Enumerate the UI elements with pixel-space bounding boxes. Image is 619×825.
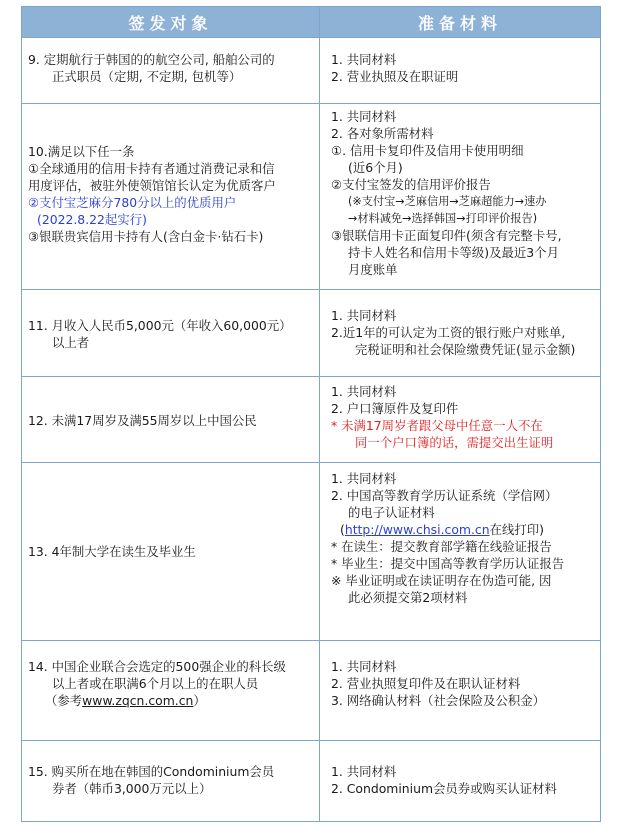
row-14-materials	[331, 658, 545, 709]
text-line: 3. 网络确认材料（社会保险及公积金）	[331, 693, 546, 708]
text-line: (※支付宝→芝麻信用→芝麻超能力→速办	[348, 195, 547, 208]
text-line: 1. 共同材料	[331, 659, 397, 674]
text-line: 正式职员（定期, 不定期, 包机等）	[52, 69, 242, 84]
row-13-target	[28, 543, 196, 560]
visa-requirements-table	[21, 6, 601, 822]
row-11-materials	[331, 307, 575, 358]
text-line: (2022.8.22起实行)	[37, 212, 147, 227]
row-divider	[22, 740, 600, 741]
text-line: * 毕业生：提交中国高等教育学历认证报告	[331, 556, 565, 571]
row-10-materials	[331, 108, 562, 278]
text-line: 以上者	[52, 335, 90, 350]
header-left: 签发对象	[22, 7, 319, 37]
header-right: 准备材料	[320, 7, 600, 37]
row-12-materials	[331, 383, 553, 451]
row-divider	[22, 37, 600, 38]
text-line: 2. 各对象所需材料	[331, 126, 434, 141]
text-line: ①全球通用的信用卡持有者通过消费记录和信	[28, 161, 275, 176]
chsi-link[interactable]: http://www.chsi.com.cn	[344, 522, 490, 537]
text-line: 2. 营业执照及在职证明	[331, 69, 459, 84]
text-line: 1. 共同材料	[331, 384, 397, 399]
text-line: ②支付宝芝麻分780分以上的优质用户	[28, 195, 237, 210]
row-15-materials	[331, 763, 557, 797]
row-divider	[22, 462, 600, 463]
row-10-target	[28, 143, 276, 245]
text-line: 完税证明和社会保险缴费凭证(显示金额)	[355, 342, 576, 357]
row-divider	[22, 289, 600, 290]
text-line: →材料减免→选择韩国→打印评价报告)	[348, 212, 538, 225]
text-line: 9. 定期航行于韩国的的航空公司, 船舶公司的	[28, 52, 275, 67]
text-line: 14. 中国企业联合会选定的500强企业的科长级	[28, 659, 286, 674]
warning-text: * 未满17周岁者跟父母中任意一人不在	[331, 418, 543, 433]
text-fragment: 在线打印)	[489, 522, 544, 537]
row-12-target	[28, 412, 257, 429]
row-divider	[22, 640, 600, 641]
row-14-target	[28, 658, 286, 709]
row-divider	[22, 103, 600, 104]
text-line: 15. 购买所在地在韩国的Condominium会员	[28, 764, 275, 779]
text-line: 持卡人姓名和信用卡等级)及最近3个月	[348, 245, 559, 260]
row-15-target	[28, 763, 274, 797]
text-line: 1. 共同材料	[331, 109, 397, 124]
text-line: ①. 信用卡复印件及信用卡使用明细	[331, 143, 524, 158]
text-line	[331, 521, 564, 538]
text-line: 1. 共同材料	[331, 308, 397, 323]
text-line: 1. 共同材料	[331, 764, 397, 779]
text-line: 的电子认证材料	[348, 505, 435, 520]
text-line: ③银联信用卡正面复印件(须含有完整卡号,	[331, 228, 562, 243]
text-line: 月度账单	[348, 262, 398, 277]
text-line: 2. 户口簿原件及复印件	[331, 401, 459, 416]
text-line: ③银联贵宾信用卡持有人(含白金卡·钻石卡)	[28, 229, 264, 244]
text-line: 10.满足以下任一条	[28, 144, 135, 159]
column-divider	[319, 7, 320, 821]
text-line: ②支付宝签发的信用评价报告	[331, 177, 491, 192]
text-line: 1. 共同材料	[331, 471, 397, 486]
row-11-target	[28, 317, 292, 351]
text-line: 2. 中国高等教育学历认证系统（学信网）	[331, 488, 558, 503]
warning-text: 同一个户口簿的话，需提交出生证明	[355, 435, 554, 450]
text-line: 2. 营业执照复印件及在职认证材料	[331, 676, 521, 691]
paren-open: (	[340, 522, 345, 537]
text-line: 券者（韩币3,000万元以上）	[52, 781, 212, 796]
row-13-materials	[331, 470, 564, 606]
row-9-materials	[331, 51, 458, 85]
text-line: 以上者或在职满6个月以上的在职人员	[52, 676, 259, 691]
text-line: 11. 月收入人民币5,000元（年收入60,000元）	[28, 318, 292, 333]
zqcn-link[interactable]: www.zqcn.com.cn	[82, 693, 194, 708]
text-line	[28, 692, 286, 709]
text-line: 此必须提交第2项材料	[348, 590, 468, 605]
text-line: ※ 毕业证明或在读证明存在伪造可能, 因	[331, 573, 552, 588]
text-line: 12. 未满17周岁及满55周岁以上中国公民	[28, 413, 257, 428]
text-fragment: （参考	[45, 693, 83, 708]
text-fragment: ）	[193, 693, 206, 708]
text-line: 2.近1年的可认定为工资的银行账户对账单,	[331, 325, 566, 340]
text-line: 用度评估，被驻外使领馆馆长认定为优质客户	[28, 178, 276, 193]
row-divider	[22, 376, 600, 377]
text-line: (近6个月)	[348, 160, 403, 175]
text-line: 1. 共同材料	[331, 52, 397, 67]
row-9-target	[28, 51, 275, 85]
text-line: * 在读生：提交教育部学籍在线验证报告	[331, 539, 552, 554]
text-line: 13. 4年制大学在读生及毕业生	[28, 544, 196, 559]
text-line: 2. Condominium会员券或购买认证材料	[331, 781, 557, 796]
